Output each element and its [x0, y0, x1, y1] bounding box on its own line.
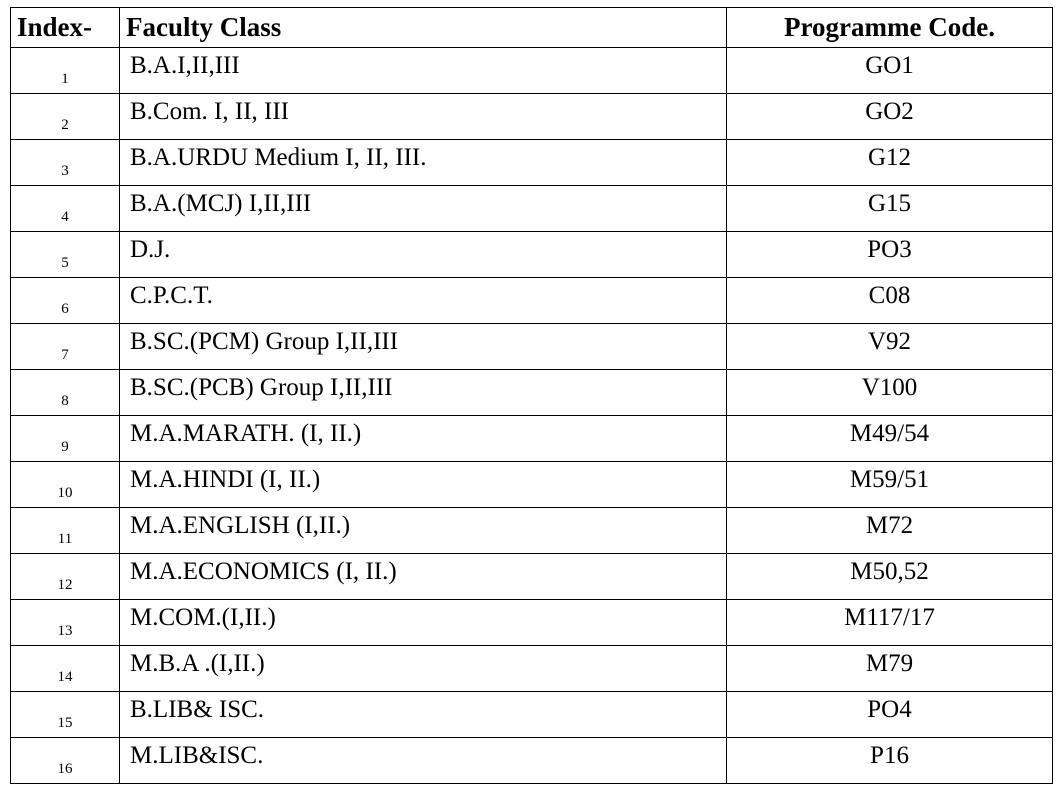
faculty-class-cell: M.LIB&ISC. — [120, 738, 727, 784]
table-row — [11, 600, 1053, 646]
faculty-class-cell: M.A.ENGLISH (I,II.) — [120, 508, 727, 554]
table-body — [11, 48, 1053, 784]
faculty-class-cell: M.A.HINDI (I, II.) — [120, 462, 727, 508]
row-index-cell: 2 — [11, 94, 120, 140]
programme-code-cell: GO1 — [727, 48, 1053, 94]
programme-code-cell: C08 — [727, 278, 1053, 324]
row-index-cell: 16 — [11, 738, 120, 784]
table-row — [11, 462, 1053, 508]
programme-code-cell: G12 — [727, 140, 1053, 186]
table-row — [11, 554, 1053, 600]
table-row — [11, 94, 1053, 140]
row-index-cell: 13 — [11, 600, 120, 646]
faculty-class-cell: B.A.I,II,III — [120, 48, 727, 94]
row-index-cell: 8 — [11, 370, 120, 416]
faculty-class-cell: M.A.MARATH. (I, II.) — [120, 416, 727, 462]
faculty-class-cell: C.P.C.T. — [120, 278, 727, 324]
table-row — [11, 692, 1053, 738]
faculty-class-cell: B.Com. I, II, III — [120, 94, 727, 140]
programme-code-cell: V100 — [727, 370, 1053, 416]
programme-code-cell: P16 — [727, 738, 1053, 784]
programme-code-cell: V92 — [727, 324, 1053, 370]
table-row — [11, 324, 1053, 370]
row-index-cell: 3 — [11, 140, 120, 186]
table-row — [11, 508, 1053, 554]
faculty-class-cell: M.A.ECONOMICS (I, II.) — [120, 554, 727, 600]
row-index-cell: 11 — [11, 508, 120, 554]
table-row — [11, 738, 1053, 784]
table-row — [11, 186, 1053, 232]
table-header-row — [11, 8, 1053, 48]
programme-code-cell: G15 — [727, 186, 1053, 232]
row-index-cell: 4 — [11, 186, 120, 232]
row-index-cell: 7 — [11, 324, 120, 370]
faculty-class-cell: B.A.URDU Medium I, II, III. — [120, 140, 727, 186]
row-index-cell: 12 — [11, 554, 120, 600]
faculty-class-cell: M.B.A .(I,II.) — [120, 646, 727, 692]
index-column-header: Index- — [11, 8, 120, 48]
table-row — [11, 416, 1053, 462]
row-index-cell: 6 — [11, 278, 120, 324]
programme-code-cell: M50,52 — [727, 554, 1053, 600]
faculty-class-cell: B.SC.(PCM) Group I,II,III — [120, 324, 727, 370]
row-index-cell: 9 — [11, 416, 120, 462]
programme-code-cell: M59/51 — [727, 462, 1053, 508]
programme-code-cell: PO4 — [727, 692, 1053, 738]
row-index-cell: 1 — [11, 48, 120, 94]
faculty-class-cell: D.J. — [120, 232, 727, 278]
programme-code-cell: M72 — [727, 508, 1053, 554]
table-row — [11, 140, 1053, 186]
table-row — [11, 278, 1053, 324]
programme-code-cell: M79 — [727, 646, 1053, 692]
programme-code-cell: GO2 — [727, 94, 1053, 140]
faculty-class-column-header: Faculty Class — [120, 8, 727, 48]
table-row — [11, 370, 1053, 416]
table-row — [11, 232, 1053, 278]
row-index-cell: 15 — [11, 692, 120, 738]
programme-code-cell: M49/54 — [727, 416, 1053, 462]
faculty-class-cell: B.A.(MCJ) I,II,III — [120, 186, 727, 232]
programme-code-column-header: Programme Code. — [727, 8, 1053, 48]
row-index-cell: 5 — [11, 232, 120, 278]
programme-code-table — [10, 7, 1053, 784]
faculty-class-cell: M.COM.(I,II.) — [120, 600, 727, 646]
faculty-class-cell: B.SC.(PCB) Group I,II,III — [120, 370, 727, 416]
row-index-cell: 14 — [11, 646, 120, 692]
programme-code-cell: PO3 — [727, 232, 1053, 278]
table-row — [11, 48, 1053, 94]
table-row — [11, 646, 1053, 692]
programme-code-cell: M117/17 — [727, 600, 1053, 646]
row-index-cell: 10 — [11, 462, 120, 508]
faculty-class-cell: B.LIB& ISC. — [120, 692, 727, 738]
